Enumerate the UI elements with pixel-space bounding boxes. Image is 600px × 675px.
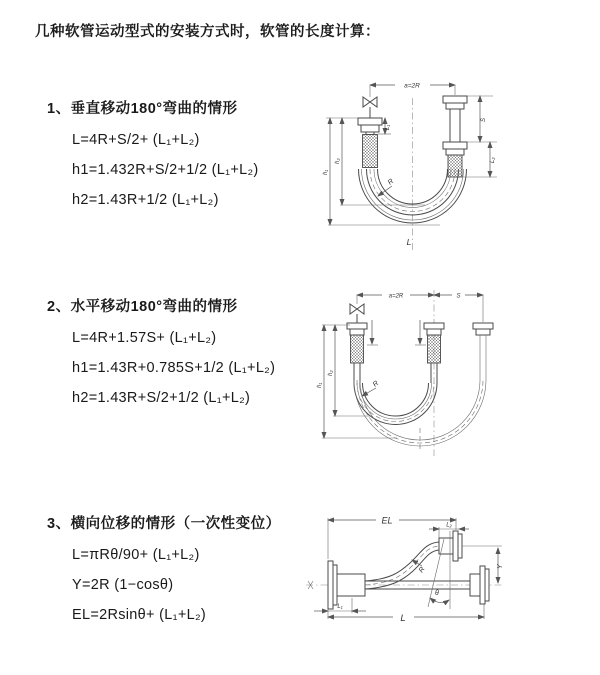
braided-hose-section bbox=[428, 335, 441, 363]
section-2 bbox=[47, 295, 275, 420]
section-3 bbox=[47, 512, 281, 637]
diagram-horizontal-180-bend bbox=[312, 288, 597, 468]
svg-text:R: R bbox=[417, 565, 427, 575]
section-1-heading: 1、垂直移动180°弯曲的情形 bbox=[47, 101, 238, 117]
valve-icon bbox=[363, 85, 377, 118]
radius-callout bbox=[362, 380, 380, 396]
right-flange-assembly bbox=[473, 323, 493, 335]
svg-text:h₂: h₂ bbox=[328, 370, 334, 376]
braided-hose-section bbox=[363, 135, 378, 168]
svg-text:S: S bbox=[456, 293, 461, 300]
section-2-formula-h1: h1=1.43R+0.785S+1/2 (L₁+L₂) bbox=[72, 360, 276, 376]
section-1-formula-h2: h2=1.43R+1/2 (L₁+L₂) bbox=[72, 192, 219, 208]
section-1 bbox=[47, 97, 259, 222]
section-2-formula-h2: h2=1.43R+S/2+1/2 (L₁+L₂) bbox=[72, 390, 251, 406]
braided-hose-section bbox=[351, 335, 364, 363]
right-flange-assembly bbox=[443, 96, 467, 177]
svg-text:h₁: h₁ bbox=[317, 382, 323, 388]
svg-text:EL: EL bbox=[381, 515, 393, 526]
dimension-s bbox=[467, 96, 497, 142]
svg-text:L: L bbox=[400, 613, 406, 624]
section-2-heading: 2、水平移动180°弯曲的情形 bbox=[47, 299, 238, 315]
dimension-l1 bbox=[314, 598, 366, 613]
dimension-el bbox=[328, 516, 456, 560]
dimension-a2r bbox=[370, 83, 455, 96]
diagram-lateral-displacement bbox=[298, 505, 598, 665]
svg-text:Y: Y bbox=[497, 564, 504, 569]
section-1-formula-h1: h1=1.432R+S/2+1/2 (L₁+L₂) bbox=[72, 162, 259, 178]
fitting-length-ticks bbox=[367, 320, 426, 345]
dimension-l-label: L bbox=[406, 237, 412, 247]
section-3-heading: 3、横向位移的情形（一次性变位） bbox=[47, 516, 281, 532]
svg-text:L₁: L₁ bbox=[385, 124, 391, 130]
radius-callout bbox=[412, 560, 427, 574]
section-3-formula-EL: EL=2Rsinθ+ (L₁+L₂) bbox=[72, 607, 207, 623]
valve-icon bbox=[350, 295, 364, 323]
dimension-l2 bbox=[429, 523, 469, 539]
left-flange-assembly bbox=[358, 118, 382, 168]
dimension-s bbox=[434, 294, 483, 323]
section-1-formula-L: L=4R+S/2+ (L₁+L₂) bbox=[72, 132, 200, 148]
svg-text:h₂: h₂ bbox=[335, 158, 341, 164]
svg-text:h₁: h₁ bbox=[323, 169, 329, 175]
dimension-l bbox=[328, 604, 484, 624]
svg-text:S: S bbox=[481, 117, 487, 122]
right-flange-assembly bbox=[470, 566, 489, 604]
left-flange-assembly bbox=[328, 561, 365, 609]
dimension-a2r bbox=[357, 294, 434, 300]
middle-flange-assembly bbox=[424, 323, 444, 363]
section-3-formula-Y: Y=2R (1−cosθ) bbox=[72, 577, 174, 593]
svg-text:L₂: L₂ bbox=[490, 157, 496, 163]
radius-callout bbox=[378, 178, 395, 196]
svg-text:R: R bbox=[371, 379, 381, 389]
svg-text:a=2R: a=2R bbox=[388, 293, 404, 300]
s-curve-hose-displaced bbox=[365, 542, 439, 589]
section-3-formula-L: L=πRθ/90+ (L₁+L₂) bbox=[72, 547, 200, 563]
diagram-vertical-180-bend bbox=[310, 72, 595, 267]
svg-text:L₁: L₁ bbox=[337, 604, 343, 610]
svg-text:R: R bbox=[386, 177, 396, 187]
svg-text:θ: θ bbox=[435, 590, 439, 597]
section-2-formula-L: L=4R+1.57S+ (L₁+L₂) bbox=[72, 330, 217, 346]
u-bend-hose-displaced bbox=[354, 335, 486, 452]
left-flange-assembly bbox=[347, 323, 367, 363]
page-title: 几种软管运动型式的安装方式时，软管的长度计算： bbox=[35, 24, 380, 40]
svg-text:L₂: L₂ bbox=[446, 522, 452, 529]
svg-text:a=2R: a=2R bbox=[404, 82, 420, 90]
dimension-h2 bbox=[335, 118, 425, 205]
